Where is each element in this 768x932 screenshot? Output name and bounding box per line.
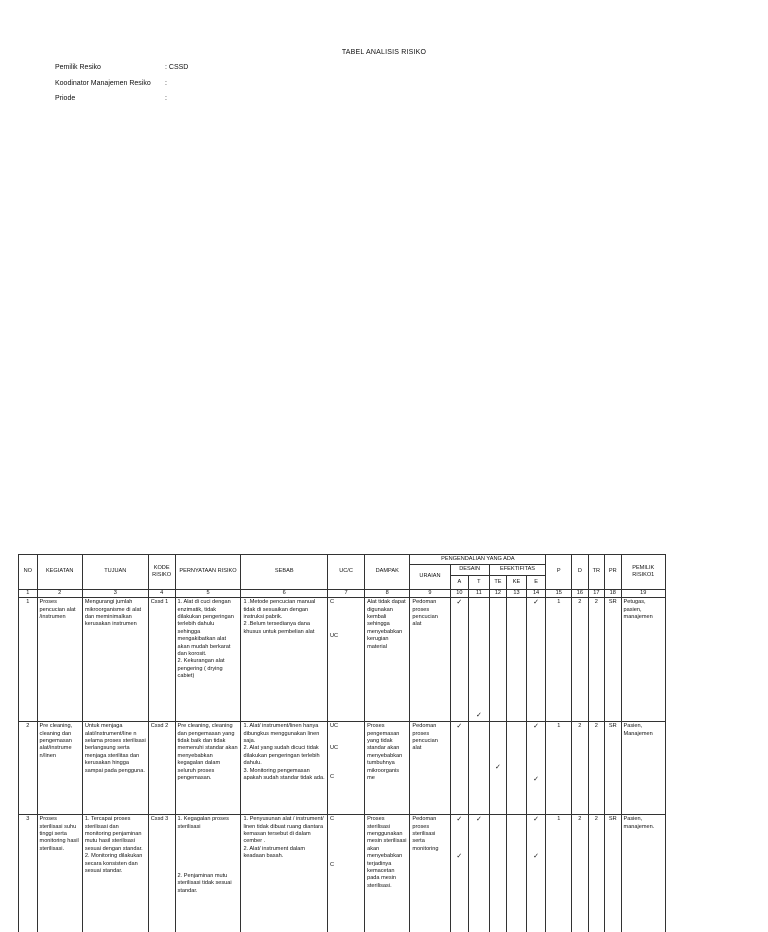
cell-dampak: Proses sterilisasi menggunakan mesin sterilisasi akan menyebabkan terjadinya kemacetan pada mesin sterilisasi. (365, 814, 410, 932)
list-item: 2. Monitoring dilakukan secara konsisten dan sesuai standar. (84, 853, 143, 874)
cell-uc-c (328, 814, 365, 932)
cell-kode-risiko: Cssd 3 (148, 814, 175, 932)
cell-pernyataan-risiko (175, 597, 241, 721)
cell-no: 3 (19, 814, 38, 932)
cell-dampak: Proses pengemasan yang tidak standar akan menyebabkan tumbuhnya mikroorganis me (365, 721, 410, 814)
cell-pr: SR (605, 814, 621, 932)
check-icon: ✓ (456, 599, 463, 607)
check-icon: ✓ (533, 776, 539, 784)
table-row (19, 721, 666, 814)
uc-c-value: C (330, 774, 335, 780)
meta-periode (55, 95, 167, 102)
list-item: 2 .Belum tersedianya dana khusus untuk pembelian alat (243, 621, 315, 635)
header-pernyataan-risiko: PERNYATAAN RISIKO (175, 555, 241, 590)
col-number: 9 (410, 589, 450, 597)
cell-ke (507, 814, 527, 932)
meta-label: Koodinator Manajemen Resiko (55, 80, 151, 87)
header-no: NO (19, 555, 38, 590)
col-number: 8 (365, 589, 410, 597)
list-item: 3. Monitoring pengemasan apakah sudah standar tidak ada. (243, 767, 325, 781)
header-ke: KE (507, 575, 527, 589)
table-row (19, 814, 666, 932)
header-t: T (469, 575, 490, 589)
col-number: 13 (507, 589, 527, 597)
col-number: 5 (175, 589, 241, 597)
cell-dampak: Alat tidak dapat digunakan kembali sehingga menyebabkan kerugian material (365, 597, 410, 721)
uc-c-value: C (330, 861, 335, 868)
cell-sebab (241, 814, 328, 932)
cell-tujuan: Mengurangi jumlah mikroorganisme di alat dan meminimalkan kerusakan instrumen (82, 597, 148, 721)
cell-kode-risiko: Cssd 1 (148, 597, 175, 721)
cell-ke (507, 721, 527, 814)
header-uraian: URAIAN (410, 565, 450, 589)
col-number: 2 (37, 589, 82, 597)
cell-p: 1 (546, 597, 572, 721)
cell-uraian: Pedoman proses pencucian alat (410, 597, 450, 721)
header-kode-risiko: KODE RISIKO (148, 555, 175, 590)
cell-sebab (241, 721, 328, 814)
header-kegiatan: KEGIATAN (37, 555, 82, 590)
header-pengendalian: PENGENDALIAN YANG ADA (410, 555, 546, 565)
cell-tr: 2 (588, 597, 604, 721)
cell-pr: SR (605, 721, 621, 814)
col-number: 15 (546, 589, 572, 597)
cell-kegiatan: Proses sterilisasi suhu tinggi serta monitoring hasil sterilisasi. (37, 814, 82, 932)
cell-a (450, 814, 469, 932)
cell-te (489, 721, 507, 814)
check-icon: ✓ (495, 764, 501, 772)
check-icon: ✓ (456, 816, 463, 824)
list-item: 1. Tercapai proses sterilisasi dan monitoring penjaminan mutu hasil sterilisasi sesuai dengan standar. (84, 816, 143, 852)
meta-label: Pemilik Resiko (55, 64, 101, 71)
cell-d: 2 (572, 814, 588, 932)
list-item: 1 .Metode pencucian manual tidak di sesuaikan dengan instruksi pabrik. (243, 599, 316, 620)
cell-tr: 2 (588, 721, 604, 814)
document-title: TABEL ANALISIS RISIKO (341, 49, 427, 56)
table-row (19, 597, 666, 721)
header-pemilik-risiko: PEMILIK RISIKO1 (621, 555, 665, 590)
col-number: 6 (241, 589, 328, 597)
check-icon: ✓ (456, 853, 463, 861)
cell-t (469, 721, 490, 814)
meta-value: : (165, 95, 167, 102)
cell-te (489, 814, 507, 932)
header-p: P (546, 555, 572, 590)
cell-pemilik-risiko: Petugas, pasien, manajemen (621, 597, 665, 721)
cell-kegiatan: Pre cleaning, cleaning dan pengemasan alat/instrume n/linen (37, 721, 82, 814)
cell-a (450, 721, 469, 814)
meta-value: : CSSD (165, 64, 189, 71)
header-d: D (572, 555, 588, 590)
list-item: 1. Penyusunan alat / instrument/ linen tidak dibuat ruang diantara kemasan tersebut di dalam cember . (243, 816, 324, 845)
cell-a (450, 597, 469, 721)
header-a: A (450, 575, 469, 589)
cell-tujuan: Untuk menjaga alat/instrument/line n selama proses sterilisasi berlangsung serta menjaga sterilitas dan kerusakan hingga sampai pada pengguna. (82, 721, 148, 814)
column-number-row (19, 589, 666, 597)
risk-analysis-table (18, 554, 666, 932)
cell-d: 2 (572, 721, 588, 814)
list-item: 2. Penjaminan mutu sterilisasi tidak sesuai standar. (177, 873, 232, 894)
cell-pernyataan-risiko (175, 814, 241, 932)
col-number: 12 (489, 589, 507, 597)
cell-kegiatan: Proses pencucian alat /instrumen (37, 597, 82, 721)
header-desain: DESAIN (450, 565, 489, 575)
cell-no: 1 (19, 597, 38, 721)
header-tujuan: TUJUAN (82, 555, 148, 590)
cell-t (469, 597, 490, 721)
cell-pr: SR (605, 597, 621, 721)
cell-pemilik-risiko: Pasien, manajemen. (621, 814, 665, 932)
header-tr: TR (588, 555, 604, 590)
cell-uraian: Pedoman proses sterilisasi serta monitoring (410, 814, 450, 932)
col-number: 14 (526, 589, 546, 597)
header-dampak: DAMPAK (365, 555, 410, 590)
check-icon: ✓ (533, 723, 539, 731)
col-number: 16 (572, 589, 588, 597)
cell-uc-c (328, 721, 365, 814)
cell-sebab (241, 597, 328, 721)
list-item: Pre cleaning, cleaning dan pengemasan yang tidak baik dan tidak memenuhi standar akan menyebabkan kegagalan dalam seluruh proses pengemasan. (177, 723, 238, 781)
cell-p: 1 (546, 721, 572, 814)
cell-d: 2 (572, 597, 588, 721)
uc-c-value: UC (330, 723, 339, 730)
cell-e (526, 597, 546, 721)
cell-e (526, 814, 546, 932)
col-number: 11 (469, 589, 490, 597)
list-item: 1. Alat di cuci dengan enzimatik, tidak dilakukan pengeringan terlebih dahulu sehingga mengakibatkan alat akan mudah berkarat dan korosit. (177, 599, 234, 657)
cell-no: 2 (19, 721, 38, 814)
list-item: 1. Kegagalan proses sterilisasi (177, 816, 229, 830)
col-number: 4 (148, 589, 175, 597)
cell-tr: 2 (588, 814, 604, 932)
check-icon: ✓ (475, 712, 482, 720)
col-number: 17 (588, 589, 604, 597)
header-sebab: SEBAB (241, 555, 328, 590)
col-number: 10 (450, 589, 469, 597)
header-e: E (526, 575, 546, 589)
col-number: 1 (19, 589, 38, 597)
uc-c-value: UC (330, 632, 339, 639)
cell-t (469, 814, 490, 932)
list-item: 2. Alat yang sudah dicuci tidak dilakukan pengeringan terlebih dahulu. (243, 745, 320, 767)
uc-c-value: C (330, 816, 335, 823)
check-icon: ✓ (475, 816, 482, 824)
list-item: 2. Alat/ instrument dalam keadaan basah. (243, 845, 306, 860)
col-number: 7 (328, 589, 365, 597)
col-number: 3 (82, 589, 148, 597)
list-item: 2. Kekurangan alat pengering ( drying cabiet) (177, 658, 225, 679)
meta-value: : (165, 80, 167, 87)
cell-uc-c (328, 597, 365, 721)
check-icon: ✓ (533, 816, 539, 824)
col-number: 19 (621, 589, 665, 597)
cell-tujuan (82, 814, 148, 932)
header-uc-c: UC/C (328, 555, 365, 590)
cell-ke (507, 597, 527, 721)
cell-e (526, 721, 546, 814)
cell-p: 1 (546, 814, 572, 932)
check-icon: ✓ (456, 723, 463, 731)
cell-uraian: Pedoman proses pencucian alat (410, 721, 450, 814)
meta-pemilik-resiko (55, 64, 188, 71)
col-number: 18 (605, 589, 621, 597)
header-efektifitas: EFEKTIFITAS (489, 565, 546, 575)
meta-label: Priode (55, 95, 76, 102)
meta-koordinator (55, 80, 167, 87)
cell-te (489, 597, 507, 721)
uc-c-value: C (330, 599, 335, 606)
uc-c-value: UC (330, 744, 339, 751)
cell-pernyataan-risiko (175, 721, 241, 814)
list-item: 1. Alat/ instrument/linen hanya dibungkus menggunakan linen saja. (243, 723, 320, 744)
header-pr: PR (605, 555, 621, 590)
cell-kode-risiko: Cssd 2 (148, 721, 175, 814)
check-icon: ✓ (533, 853, 539, 861)
header-te: TE (489, 575, 507, 589)
check-icon: ✓ (533, 599, 539, 607)
cell-pemilik-risiko: Pasien, Manajemen (621, 721, 665, 814)
